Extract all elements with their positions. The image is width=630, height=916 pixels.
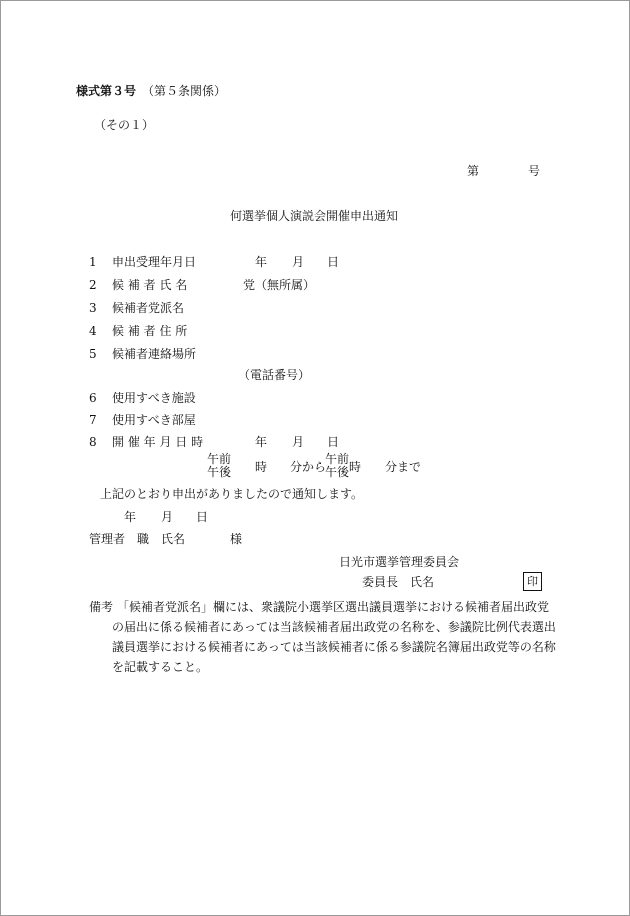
remarks-line: 議員選挙における候補者にあっては当該候補者に係る参議院名簿届出政党等の名称 (112, 640, 556, 654)
am-label: 午前 (325, 452, 350, 466)
minute-to-label: 分まで (385, 460, 422, 474)
form-number: 様式第３号 (76, 84, 137, 98)
date-year: 年 (124, 510, 137, 524)
remarks-line: 「候補者党派名」欄には、衆議院小選挙区選出議員選挙における候補者届出政党 (117, 600, 550, 614)
date-day: 日 (327, 435, 340, 449)
party-unaffiliated: 党（無所属） (243, 278, 316, 292)
admin-honorific: 様 (230, 532, 243, 546)
date-year: 年 (255, 255, 268, 269)
item-number: 2 (89, 278, 97, 292)
doc-number-go: 号 (528, 164, 541, 178)
item-label-address: 候 補 者 住 所 (112, 324, 188, 338)
date-month: 月 (292, 435, 305, 449)
item-label-room: 使用すべき部屋 (112, 413, 196, 427)
item-label-datetime: 開 催 年 月 日 時 (112, 435, 204, 449)
date-month: 月 (292, 255, 305, 269)
doc-number-dai: 第 (467, 164, 480, 178)
item-label-candidate-name: 候 補 者 氏 名 (112, 278, 188, 292)
admin-title: 管理者 職 氏名 (89, 532, 186, 546)
item-label-party: 候補者党派名 (112, 301, 185, 315)
date-day: 日 (196, 510, 209, 524)
remarks-label: 備考 (89, 600, 114, 614)
form-reference: （第５条関係） (142, 84, 227, 98)
form-part: （その１） (94, 118, 155, 132)
date-month: 月 (161, 510, 174, 524)
pm-label: 午後 (325, 465, 350, 479)
am-pm-end (325, 453, 349, 479)
item-label-contact-place: 候補者連絡場所 (112, 347, 197, 361)
date-year: 年 (255, 435, 268, 449)
seal-stamp: 印 (523, 572, 542, 591)
am-label: 午前 (207, 452, 232, 466)
hour-label: 時 (349, 460, 362, 474)
remarks-line: を記載すること。 (112, 660, 209, 674)
pm-label: 午後 (207, 465, 232, 479)
item-label-receipt-date: 申出受理年月日 (112, 255, 197, 269)
date-day: 日 (327, 255, 340, 269)
minute-from-label: 分から (290, 460, 327, 474)
item-number: 5 (89, 347, 97, 361)
notice-text: 上記のとおり申出がありましたので通知します。 (100, 487, 364, 501)
item-number: 8 (89, 435, 97, 449)
document-title: 何選挙個人演説会開催申出通知 (230, 209, 399, 223)
hour-label: 時 (255, 460, 268, 474)
item-number: 7 (89, 413, 97, 427)
item-number: 6 (89, 391, 97, 405)
item-number: 4 (89, 324, 97, 338)
phone-number-label: （電話番号） (238, 368, 311, 382)
committee-chair: 委員長 氏名 (362, 575, 435, 589)
remarks-line: の届出に係る候補者にあっては当該候補者届出政党の名称を、参議院比例代表選出 (112, 620, 556, 634)
item-number: 3 (89, 301, 97, 315)
item-number: 1 (89, 255, 97, 269)
item-label-facility: 使用すべき施設 (112, 391, 196, 405)
am-pm-start (207, 453, 231, 479)
committee-name: 日光市選挙管理委員会 (339, 555, 460, 569)
